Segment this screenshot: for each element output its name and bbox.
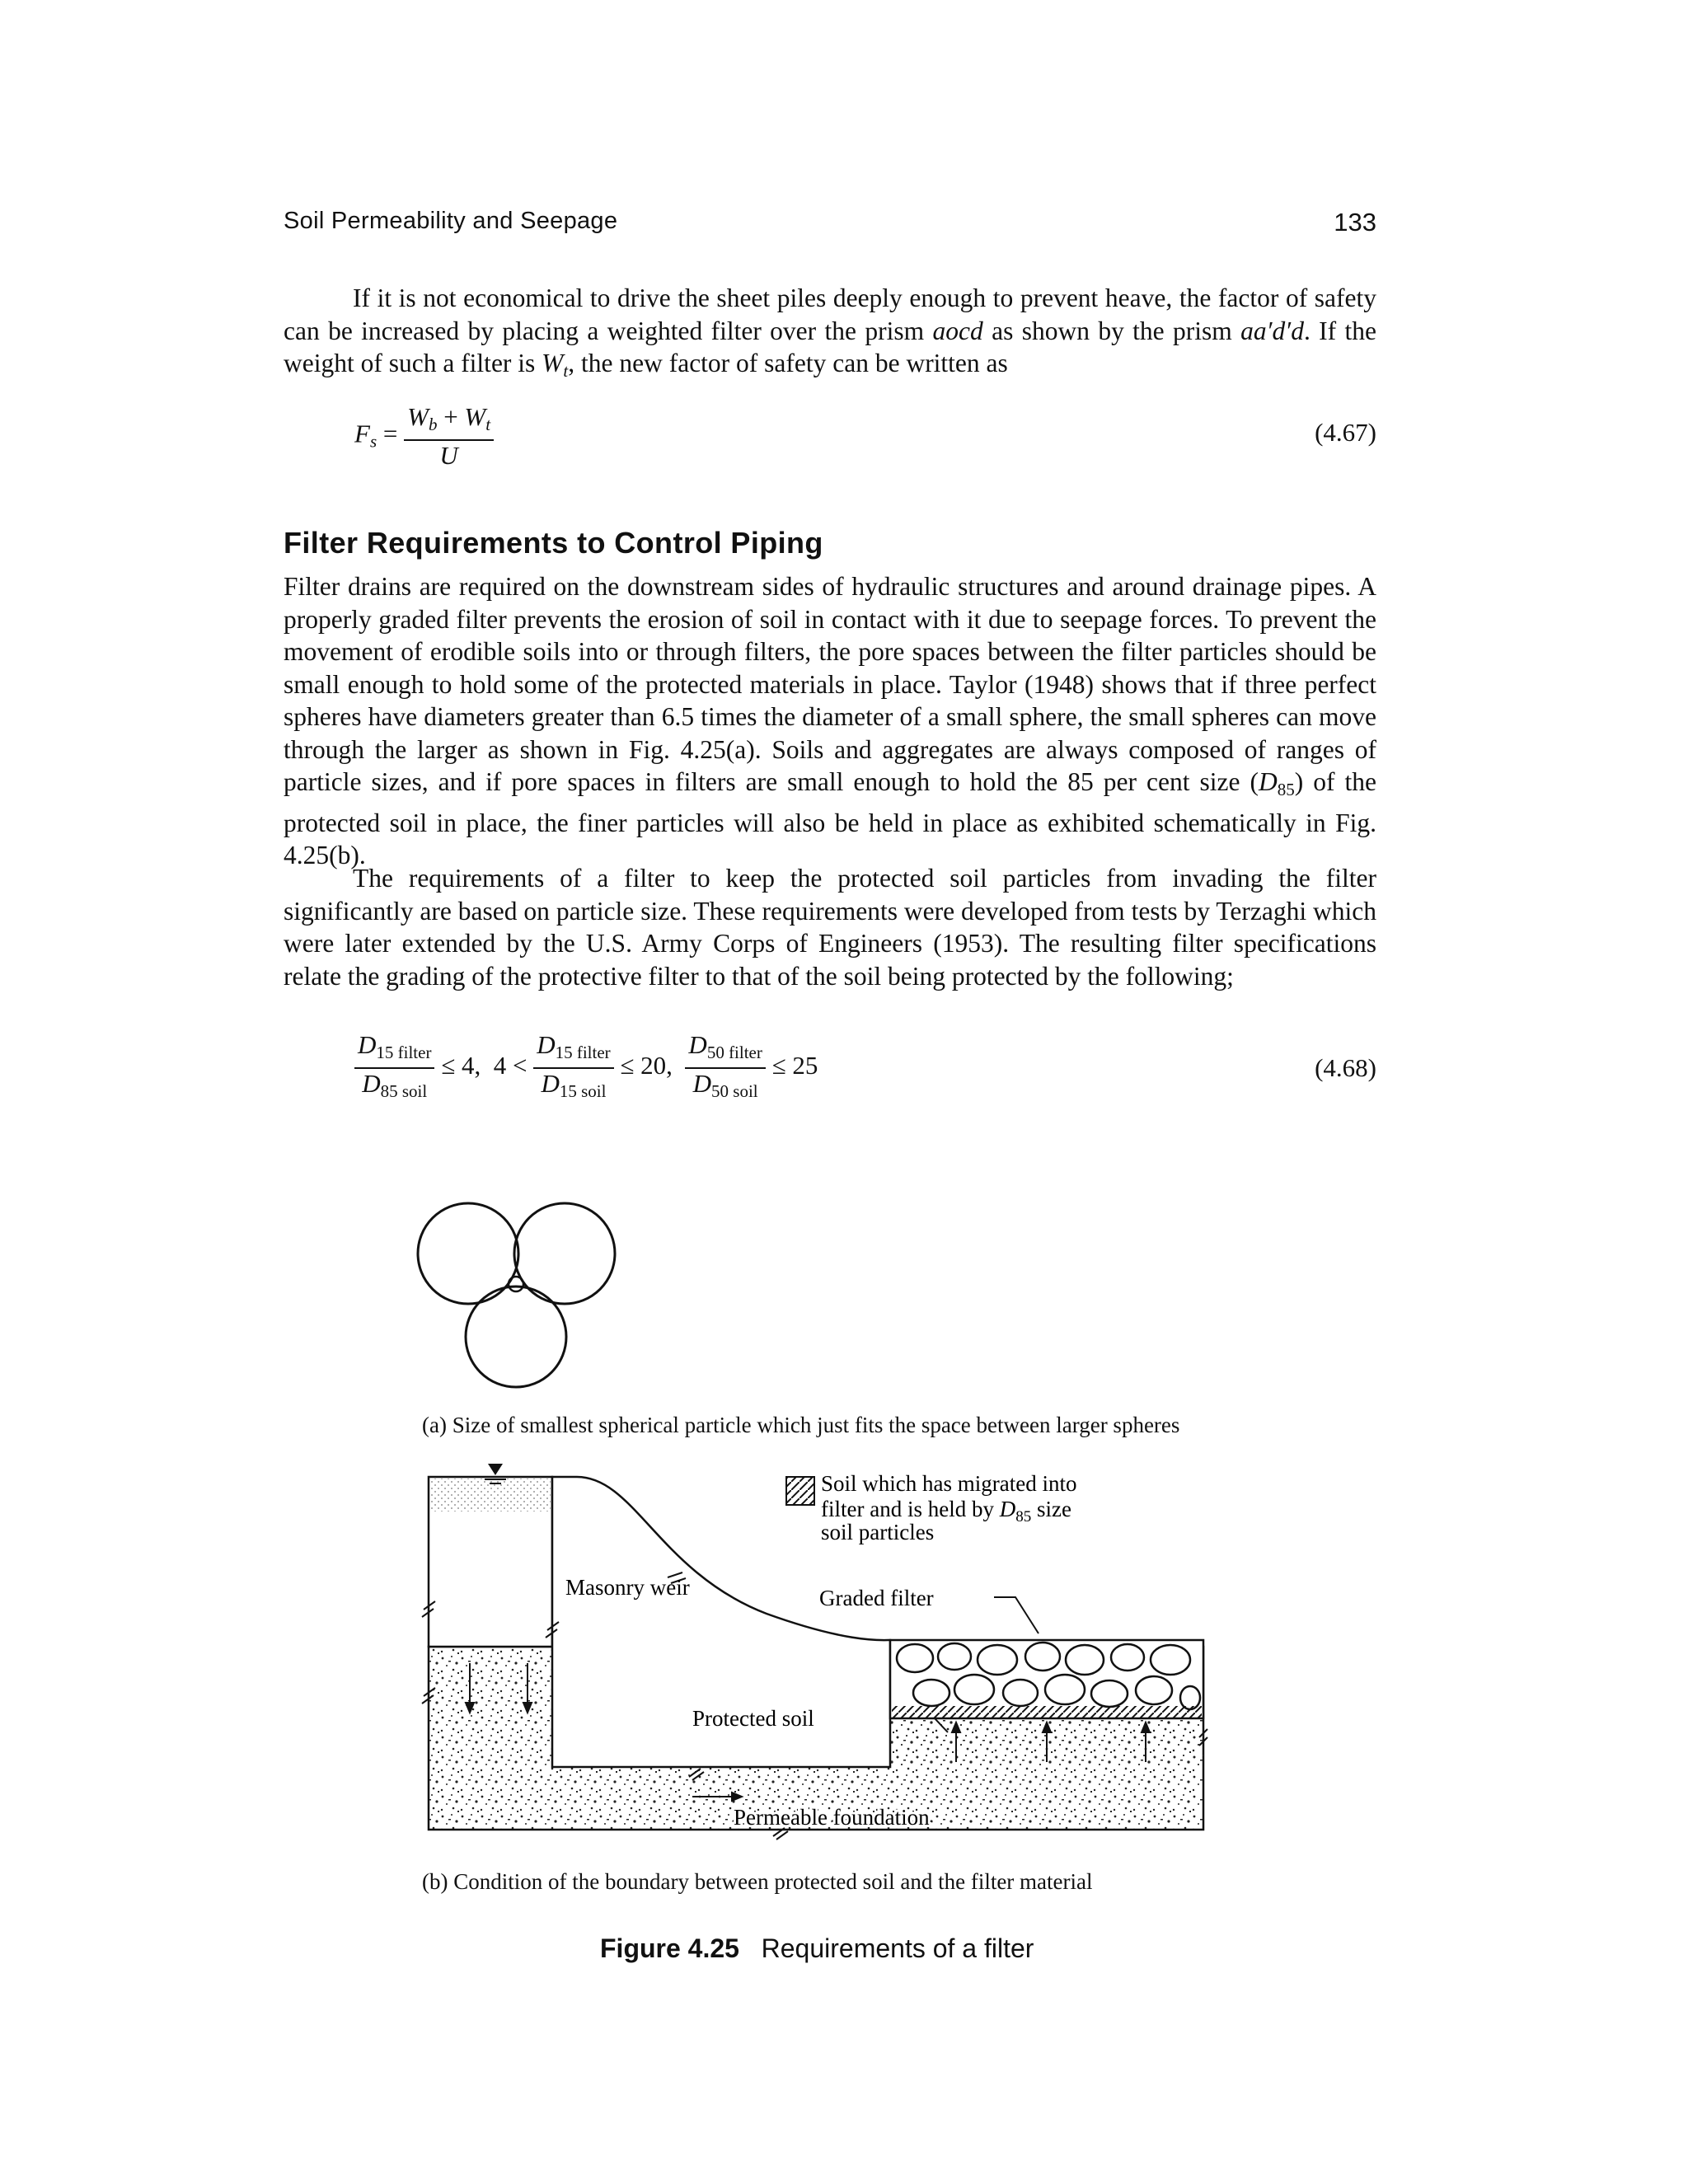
eq468-f1-num: D (358, 1030, 377, 1059)
label-protected-soil: Protected soil (692, 1706, 814, 1731)
equation-4-68 (354, 1030, 818, 1106)
small-sphere (509, 1277, 523, 1291)
d85-symbol: D (1258, 767, 1278, 796)
legend-line-2a: filter and is held by (821, 1497, 1000, 1521)
eq468-rel1: ≤ 4, (441, 1051, 481, 1080)
eq467-equals: = (382, 419, 398, 448)
eq467-num-b: W (464, 402, 486, 431)
paragraph-requirements (284, 862, 1376, 992)
label-permeable-foundation: Permeable foundation (734, 1805, 930, 1830)
legend-line-1: Soil which has migrated into (821, 1471, 1077, 1496)
figure-number: Figure 4.25 (600, 1933, 739, 1963)
eq468-f3-num-sub: 50 filter (706, 1043, 762, 1062)
d85-subscript: 85 (1277, 780, 1295, 799)
eq467-plus: + (443, 402, 458, 431)
paragraph-filter-drains (284, 570, 1376, 872)
caption-a: (a) Size of smallest spherical particle which just fits the space between larger spheres (422, 1413, 1180, 1437)
label-graded-filter: Graded filter (819, 1586, 934, 1610)
eq468-f3-den-sub: 50 soil (711, 1081, 758, 1101)
para1-mid2: . If the weight of such a filter is (284, 316, 1377, 377)
prism-aad: aa′d′d (1240, 316, 1304, 345)
filter-weight-subscript: t (563, 361, 569, 381)
legend-d-symbol: D (999, 1497, 1016, 1521)
legend-line-3: soil particles (821, 1520, 935, 1544)
para2-text2: ) of the protected soil in place, the finer particles will also be held in place as exhibited schematically in Fig. 4.25(b). (284, 767, 1376, 869)
eq468-f2-den: D (541, 1069, 560, 1098)
eq468-f3-den: D (692, 1069, 712, 1098)
eq467-lhs-sub: s (369, 431, 377, 452)
eq468-fraction-1 (354, 1030, 434, 1106)
eq468-fraction-2 (533, 1030, 613, 1106)
eq468-f1-den: D (362, 1069, 381, 1098)
prism-aocd: aocd (932, 316, 983, 345)
spheres-diagram (412, 1193, 626, 1391)
eq467-num-a-sub: b (428, 415, 438, 434)
equation-number-4-68: (4.68) (1315, 1053, 1376, 1082)
caption-b: (b) Condition of the boundary between protected soil and the filter material (422, 1869, 1093, 1894)
eq467-num-b-sub: t (485, 415, 491, 434)
eq467-num-a: W (407, 402, 429, 431)
large-sphere-bottom (466, 1286, 566, 1387)
eq468-f2-den-sub: 15 soil (559, 1081, 607, 1101)
eq467-den: U (439, 441, 458, 470)
legend-line-2b: size (1031, 1497, 1071, 1521)
filter-weight-symbol: W (542, 349, 564, 377)
legend-d-subscript: 85 (1015, 1508, 1032, 1526)
equation-4-67 (354, 402, 494, 471)
eq468-f3-num: D (688, 1030, 707, 1059)
water-level-icon (488, 1464, 503, 1475)
label-masonry-weir: Masonry weir (565, 1575, 690, 1600)
running-title: Soil Permeability and Seepage (284, 208, 618, 234)
paragraph-weighted-filter (284, 282, 1376, 388)
para2-text1: Filter drains are required on the downstream sides of hydraulic structures and around drainage pipes. A properly graded filter prevents the erosion of soil in contact with it due to seepage forces. To prevent the movement of erodible soils into or through filters, the pore spaces between the filter particles should be small enough to hold some of the protected materials in place. Taylor (1948) shows that if three perfect spheres have diameters greater than 6.5 times the diameter of a small sphere, the small spheres can move through the larger as shown in Fig. 4.25(a). Soils and aggregates are always composed of ranges of particle sizes, and if pore spaces in filters are small enough to hold the 85 per cent size ( (284, 572, 1376, 796)
para1-mid: as shown by the prism (982, 316, 1241, 345)
eq468-f1-num-sub: 15 filter (376, 1043, 432, 1062)
figure-title-text: Requirements of a filter (761, 1933, 1034, 1963)
para1-tail: , the new factor of safety can be written as (568, 349, 1008, 377)
eq468-pre2: 4 < (493, 1051, 528, 1080)
eq468-f1-den-sub: 85 soil (380, 1081, 428, 1101)
weir-filter-diagram (420, 1457, 1212, 1844)
para1-lead: If it is not economical to drive the sheet piles deeply enough to prevent heave, the factor of safety can be increased by placing a weighted filter over the prism (284, 284, 1376, 345)
figure-title (600, 1933, 1034, 1964)
para3-text: The requirements of a filter to keep the protected soil particles from invading the filter significantly are based on particle size. These requirements were developed from tests by Terzaghi which were later extended by the U.S. Army Corps of Engineers (1953). The resulting filter specifications relate the grading of the protective filter to that of the soil being protected by the following; (284, 864, 1376, 991)
eq468-f2-num-sub: 15 filter (555, 1043, 611, 1062)
eq468-rel3: ≤ 25 (771, 1051, 818, 1080)
eq467-lhs: F (354, 419, 370, 448)
eq468-fraction-3 (685, 1030, 765, 1106)
eq468-rel2: ≤ 20, (620, 1051, 673, 1080)
page-number: 133 (1334, 208, 1376, 237)
migrated-soil-zone (892, 1706, 1202, 1718)
section-heading: Filter Requirements to Control Piping (284, 526, 823, 560)
eq468-f2-num: D (537, 1030, 556, 1059)
equation-number-4-67: (4.67) (1315, 418, 1376, 447)
legend-hatch-swatch (786, 1477, 814, 1505)
eq467-fraction (404, 402, 494, 471)
